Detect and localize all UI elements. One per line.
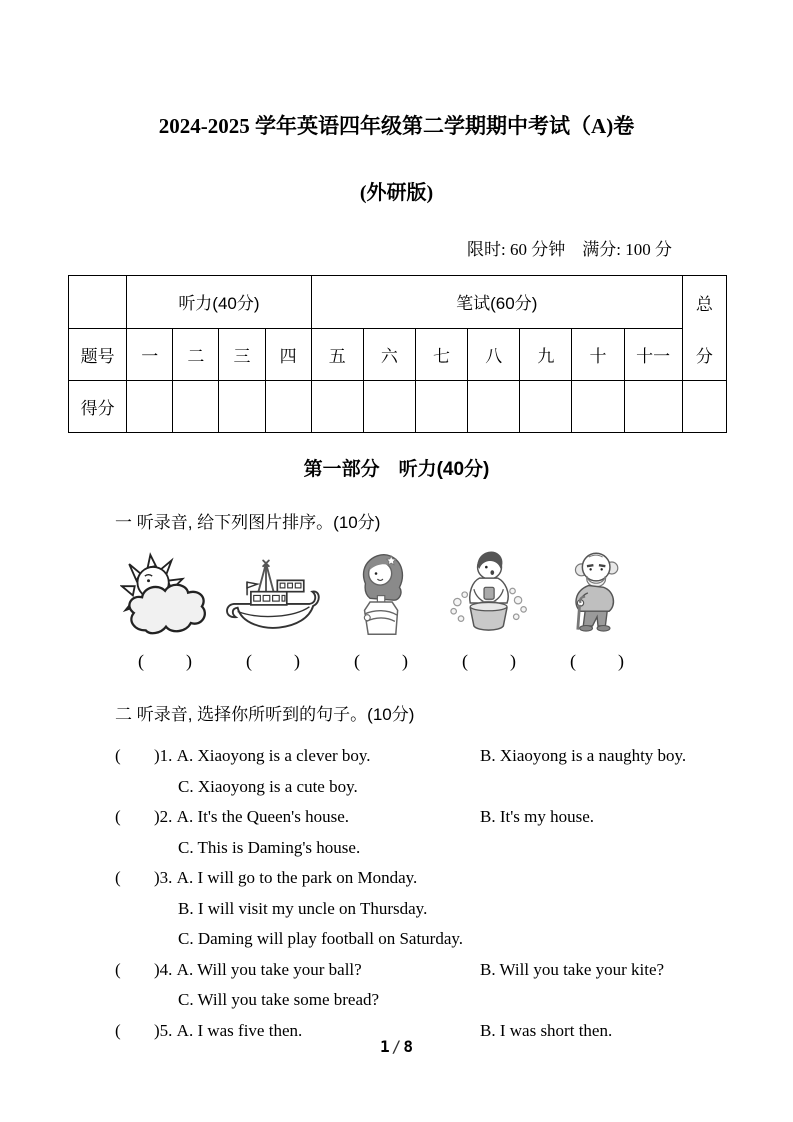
answer-blank-4: ( ) <box>462 651 518 671</box>
picture-item-2 <box>220 545 328 673</box>
score-cell-empty <box>468 381 520 433</box>
page-total: 8 <box>403 1037 413 1056</box>
answer-blank-1: ( ) <box>138 651 194 671</box>
time-and-score-limit: 限时: 60 分钟 满分: 100 分 <box>467 240 672 259</box>
question-5-label-and-a: )5. A. I was five then. <box>154 1020 303 1040</box>
picture-item-1 <box>112 545 220 673</box>
answer-paren: ( <box>115 746 121 766</box>
question-col: 二 <box>173 328 219 381</box>
question-number-label: 题号 <box>69 328 127 381</box>
question-4-row <box>115 955 793 986</box>
picture-item-4 <box>436 545 544 673</box>
score-cell-empty <box>572 381 624 433</box>
part1-picture-row <box>112 545 652 673</box>
listening-header-cell: 听力(40分) <box>127 276 312 329</box>
picture-item-5 <box>544 545 652 673</box>
sun-behind-cloud-image <box>120 552 212 637</box>
question-col: 三 <box>219 328 265 381</box>
total-header-bottom: 分 <box>695 346 713 366</box>
question-col: 九 <box>520 328 572 381</box>
answer-blank-5: ( ) <box>570 651 626 671</box>
question-col: 六 <box>363 328 415 381</box>
question-3-row <box>115 863 793 894</box>
answer-blank-2: ( ) <box>246 651 302 671</box>
question-2-row <box>115 802 793 833</box>
old-man-with-cane-image <box>560 545 636 637</box>
question-1-row <box>115 741 793 772</box>
total-header-top: 总 <box>695 294 713 314</box>
score-cell-empty <box>624 381 682 433</box>
page-number <box>0 1037 793 1056</box>
table-row-scores <box>69 381 727 433</box>
question-4-label-and-a: )4. A. Will you take your ball? <box>154 959 362 979</box>
question-col: 十 <box>572 328 624 381</box>
question-1-option-b: B. Xiaoyong is a naughty boy. <box>480 746 687 766</box>
score-cell-empty <box>415 381 467 433</box>
answer-paren: ( <box>115 807 121 827</box>
question-col: 十一 <box>624 328 682 381</box>
picture-item-3 <box>328 545 436 673</box>
section1-heading: 第一部分 听力(40分) <box>303 459 490 480</box>
question-3-option-c: C. Daming will play football on Saturday. <box>178 929 464 949</box>
answer-paren: ( <box>115 1020 121 1040</box>
score-cell-empty <box>127 381 173 433</box>
table-row-headers <box>69 276 727 329</box>
question-col: 一 <box>127 328 173 381</box>
corner-cell <box>69 276 127 329</box>
question-col: 四 <box>265 328 311 381</box>
part2-instruction: 二 听录音, 选择你所听到的句子。(10分) <box>115 705 415 724</box>
question-3-label-and-a: )3. A. I will go to the park on Monday. <box>154 868 418 888</box>
score-cell-empty <box>520 381 572 433</box>
table-row-question-numbers <box>69 328 727 381</box>
total-score-cell-empty <box>682 381 726 433</box>
question-col: 五 <box>311 328 363 381</box>
question-col: 七 <box>415 328 467 381</box>
part1-instruction: 一 听录音, 给下列图片排序。(10分) <box>115 513 381 532</box>
exam-subtitle: (外研版) <box>359 182 434 204</box>
score-cell-empty <box>173 381 219 433</box>
question-5-option-b: B. I was short then. <box>480 1020 613 1040</box>
score-label: 得分 <box>69 381 127 433</box>
boy-washing-clothes-image <box>445 545 535 637</box>
question-4-option-b: B. Will you take your kite? <box>480 959 665 979</box>
question-2-option-c: C. This is Daming's house. <box>178 837 361 857</box>
ancient-ship-image <box>222 552 327 637</box>
question-2-label-and-a: )2. A. It's the Queen's house. <box>154 807 349 827</box>
score-cell-empty <box>219 381 265 433</box>
page-separator: / <box>391 1037 402 1056</box>
written-header-cell: 笔试(60分) <box>311 276 682 329</box>
score-cell-empty <box>265 381 311 433</box>
part2-questions <box>0 741 793 1046</box>
answer-paren: ( <box>115 959 121 979</box>
question-4-option-c: C. Will you take some bread? <box>178 990 380 1010</box>
page-current: 1 <box>380 1037 390 1056</box>
answer-blank-3: ( ) <box>354 651 410 671</box>
score-table <box>68 275 727 433</box>
girl-arms-crossed-image <box>349 545 415 637</box>
score-cell-empty <box>363 381 415 433</box>
question-3-option-b: B. I will visit my uncle on Thursday. <box>178 898 428 918</box>
exam-title: 2024-2025 学年英语四年级第二学期期中考试（A)卷 <box>158 114 635 138</box>
question-1-option-c: C. Xiaoyong is a cute boy. <box>178 776 358 796</box>
score-cell-empty <box>311 381 363 433</box>
question-2-option-b: B. It's my house. <box>480 807 595 827</box>
answer-paren: ( <box>115 868 121 888</box>
question-col: 八 <box>468 328 520 381</box>
total-score-header-cell <box>682 276 726 381</box>
question-1-label-and-a: )1. A. Xiaoyong is a clever boy. <box>154 746 371 766</box>
